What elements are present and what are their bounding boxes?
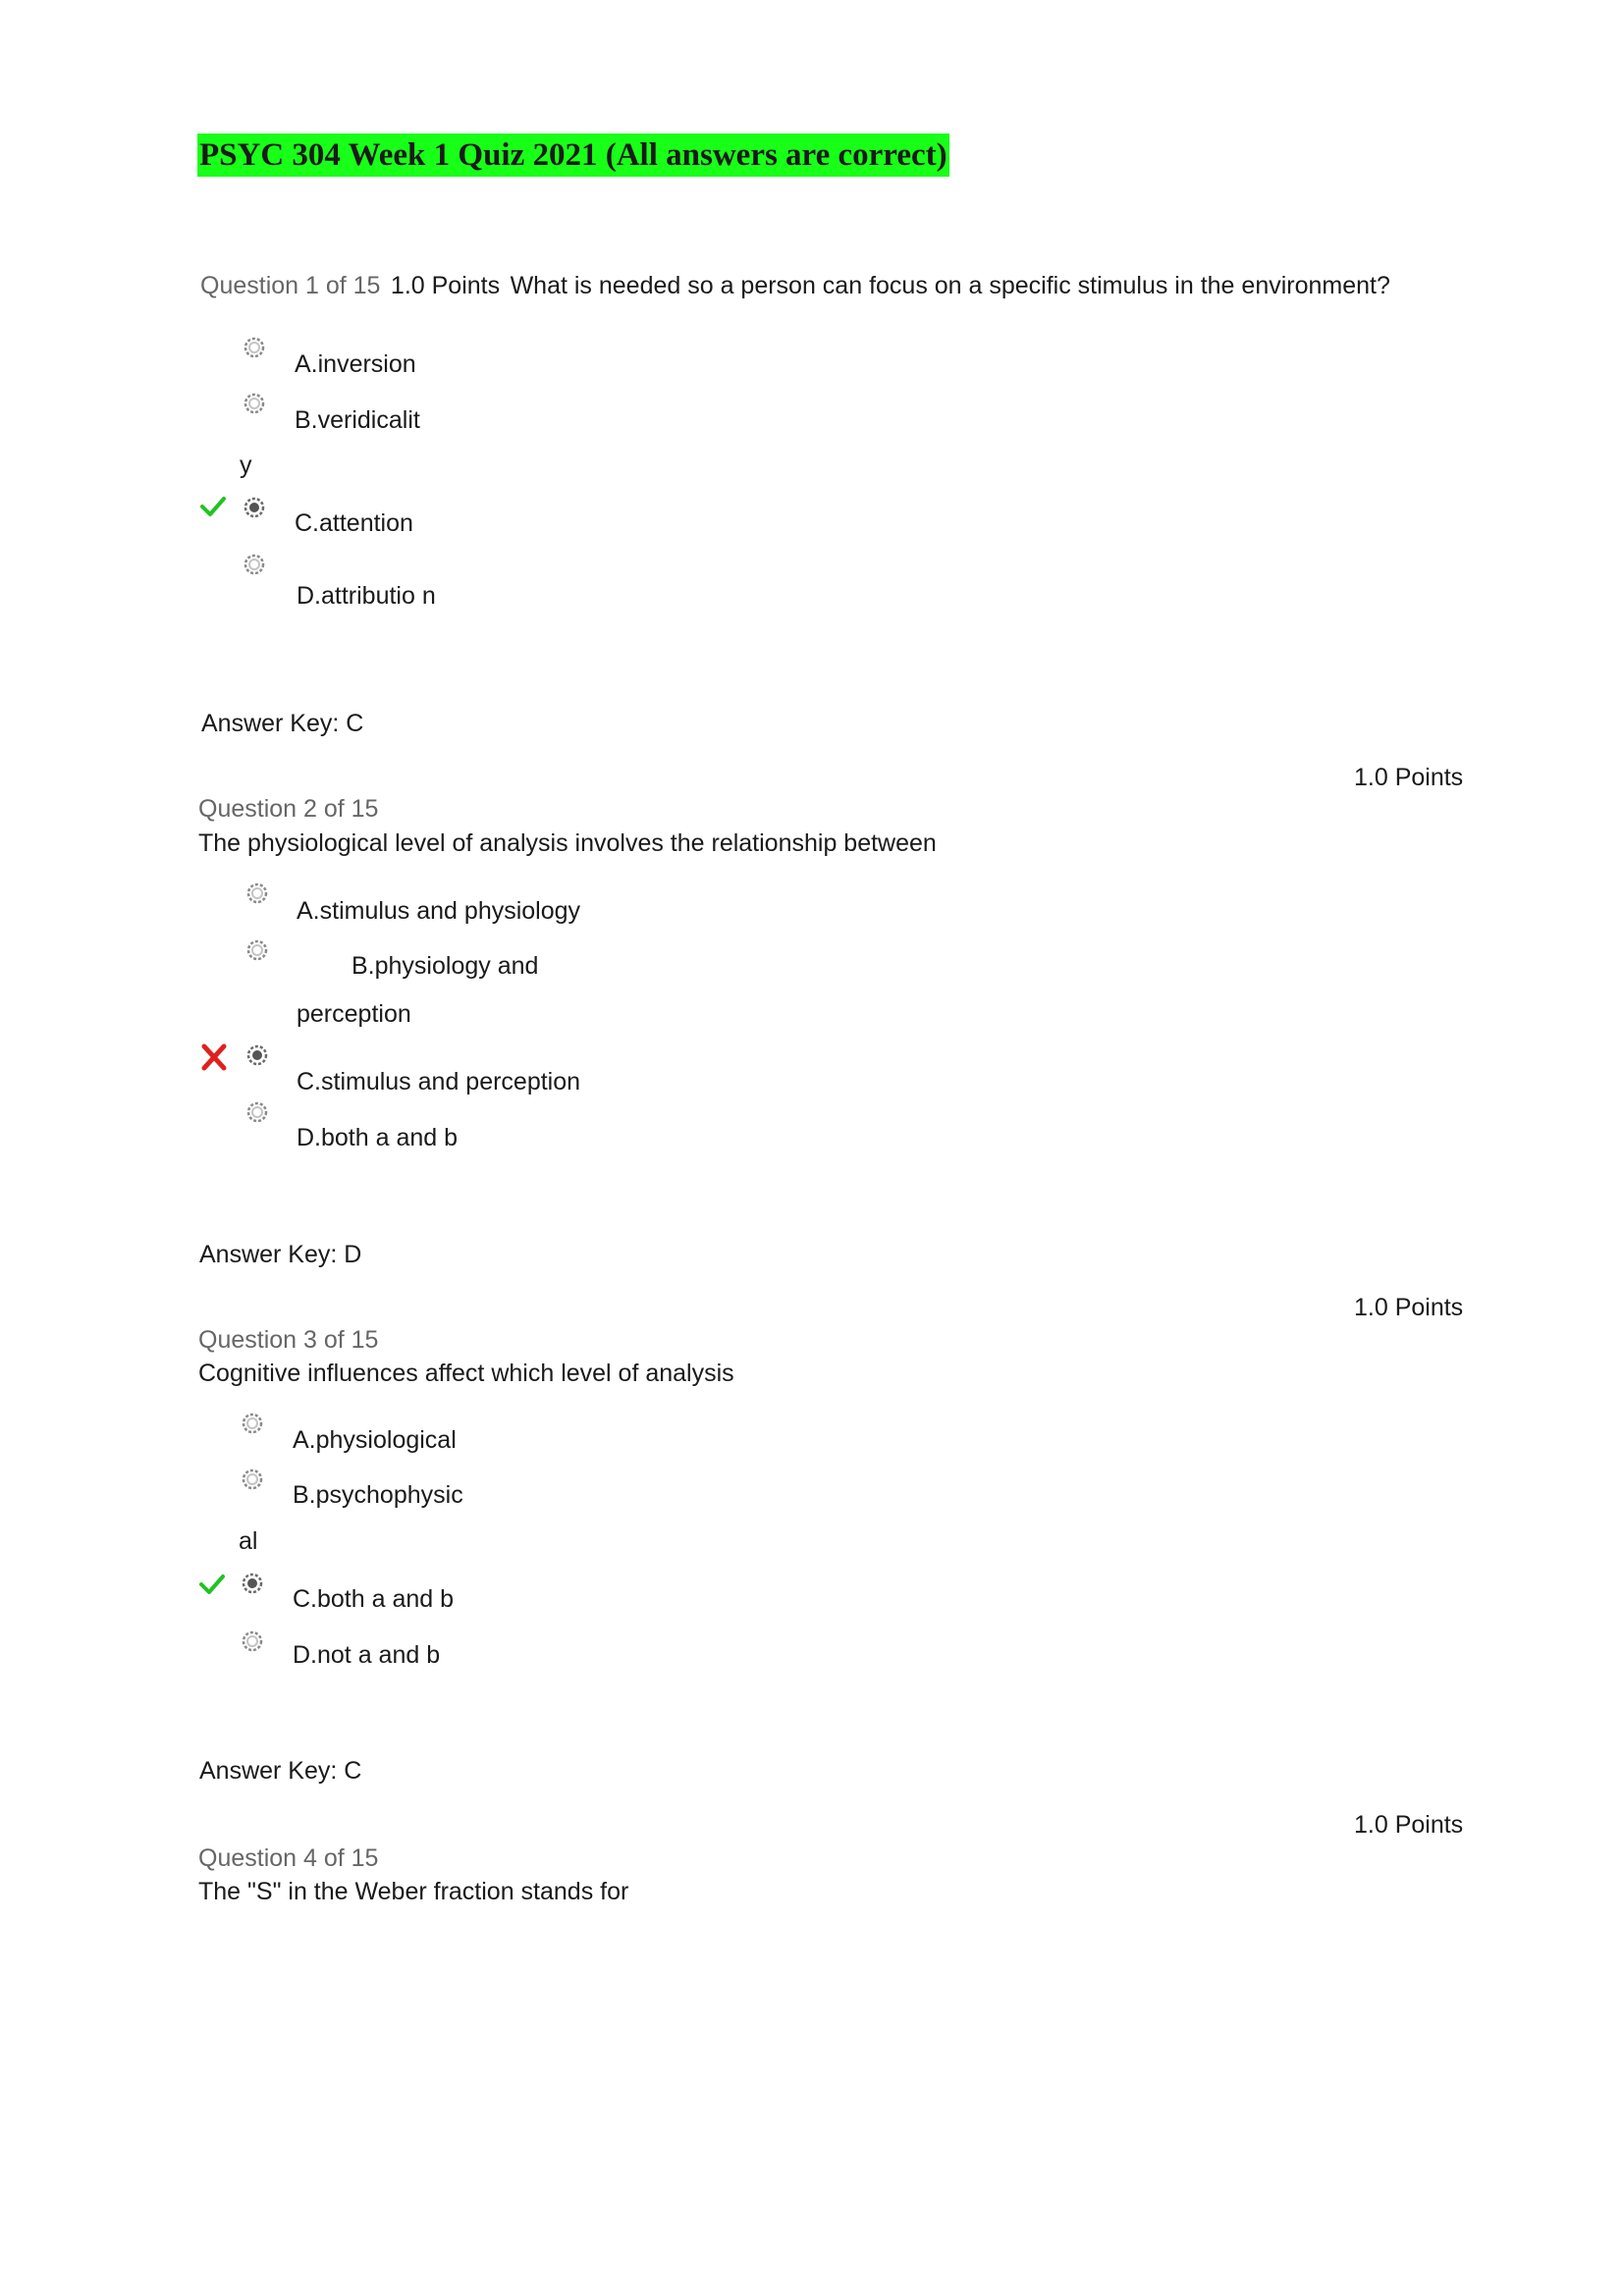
answer-key: Answer Key: C bbox=[199, 1757, 362, 1785]
option-d-label[interactable]: D.both a and b bbox=[297, 1124, 459, 1151]
radio-button-icon[interactable] bbox=[240, 1629, 265, 1654]
radio-button-icon[interactable] bbox=[242, 552, 267, 577]
checkmark-icon bbox=[198, 1569, 226, 1598]
option-b-label[interactable]: B.physiology and bbox=[352, 952, 539, 980]
radio-button-icon[interactable] bbox=[240, 1411, 265, 1436]
option-b-label[interactable]: B.psychophysic bbox=[293, 1481, 463, 1509]
option-b-label-wrap: perception bbox=[297, 1000, 411, 1028]
option-a-label[interactable]: A.stimulus and physiology bbox=[297, 897, 581, 925]
radio-button-selected-icon[interactable] bbox=[244, 1042, 270, 1068]
cross-icon bbox=[200, 1042, 228, 1072]
question-3-points: 1.0 Points bbox=[1354, 1294, 1464, 1321]
answer-key: Answer Key: D bbox=[199, 1241, 362, 1268]
question-1-points: 1.0 Points bbox=[390, 272, 501, 299]
option-b-label-wrap: y bbox=[240, 452, 252, 479]
radio-button-icon[interactable] bbox=[242, 335, 267, 360]
radio-button-icon[interactable] bbox=[242, 391, 267, 416]
radio-button-icon[interactable] bbox=[240, 1467, 265, 1492]
question-2-prompt: The physiological level of analysis involves the relationship between bbox=[198, 829, 937, 857]
question-4-number: Question 4 of 15 bbox=[198, 1844, 379, 1872]
option-c-label[interactable]: C.stimulus and perception bbox=[297, 1068, 581, 1095]
question-4-prompt: The "S" in the Weber fraction stands for bbox=[198, 1878, 629, 1905]
page-title: PSYC 304 Week 1 Quiz 2021 (All answers are correct) bbox=[197, 133, 949, 177]
question-2-number: Question 2 of 15 bbox=[198, 795, 379, 823]
option-b-label[interactable]: B.veridicalit bbox=[295, 406, 420, 434]
question-1-header bbox=[200, 271, 1390, 300]
radio-button-icon[interactable] bbox=[244, 1099, 270, 1125]
radio-button-icon[interactable] bbox=[244, 881, 270, 906]
question-4-points: 1.0 Points bbox=[1354, 1811, 1464, 1839]
radio-button-icon[interactable] bbox=[244, 937, 270, 963]
option-a-label[interactable]: A.physiological bbox=[293, 1426, 457, 1454]
option-d-label[interactable]: D.attributio n bbox=[297, 582, 436, 610]
question-1-prompt: What is needed so a person can focus on a specific stimulus in the environment? bbox=[510, 272, 1390, 299]
option-b-label-wrap: al bbox=[239, 1527, 258, 1555]
radio-button-selected-icon[interactable] bbox=[240, 1571, 265, 1596]
checkmark-icon bbox=[199, 491, 227, 520]
answer-key: Answer Key: C bbox=[201, 710, 364, 737]
option-d-label[interactable]: D.not a and b bbox=[293, 1641, 441, 1669]
question-3-prompt: Cognitive influences affect which level of analysis bbox=[198, 1360, 734, 1387]
radio-button-selected-icon[interactable] bbox=[242, 495, 267, 520]
question-2-points: 1.0 Points bbox=[1354, 764, 1464, 791]
option-c-label[interactable]: C.attention bbox=[295, 509, 413, 537]
question-1-number: Question 1 of 15 bbox=[200, 272, 381, 299]
option-a-label[interactable]: A.inversion bbox=[295, 350, 416, 378]
option-c-label[interactable]: C.both a and b bbox=[293, 1585, 455, 1613]
question-3-number: Question 3 of 15 bbox=[198, 1326, 379, 1354]
